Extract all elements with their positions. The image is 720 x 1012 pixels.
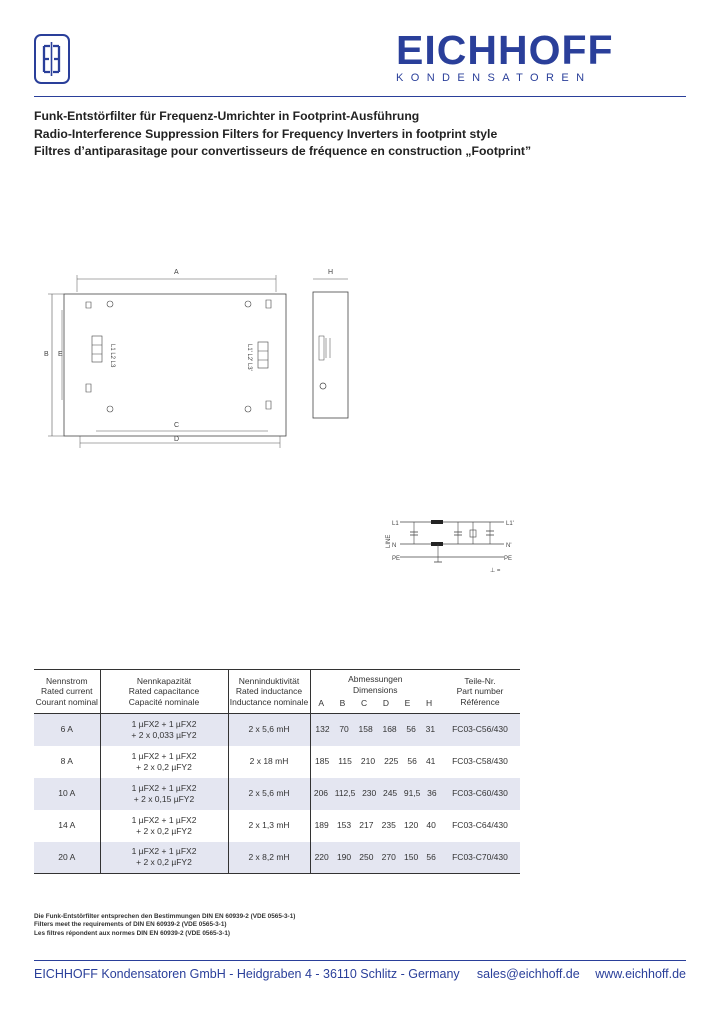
- dim-label-e: E: [58, 351, 63, 358]
- circuit-schematic: [378, 512, 538, 578]
- brand-block: [396, 27, 688, 84]
- footer-web-link[interactable]: www.eichhoff.de: [595, 967, 686, 981]
- note-french: Les filtres répondent aux normes DIN EN 60939-2 (VDE 0565-3-1): [34, 929, 231, 937]
- cell-dimensions: 132 70 158 168 56 31: [310, 714, 440, 746]
- dim-label-c: C: [174, 422, 180, 429]
- compliance-notes: [34, 913, 295, 938]
- cell-dimensions: 185 115 210 225 56 41: [315, 756, 436, 766]
- cell-capacitance: 1 µFX2 + 1 µFX2 + 2 x 0,2 µFY2: [100, 746, 228, 778]
- footer-rule: [34, 960, 686, 961]
- cell-inductance: 2 x 5,6 mH: [228, 714, 310, 746]
- cell-capacitance: 1 µFX2 + 1 µFX2 + 2 x 0,033 µFY2: [100, 714, 228, 746]
- footer-company-address: EICHHOFF Kondensatoren GmbH - Heidgraben 4 - 36110 Schlitz - Germany: [34, 967, 460, 981]
- line-label: LINE: [386, 534, 392, 548]
- line-terminal-labels: L1 L2 L3: [109, 344, 115, 368]
- cell-inductance: 2 x 5,6 mH: [228, 778, 310, 810]
- cell-inductance: 2 x 1,3 mH: [228, 810, 310, 842]
- title-english: Radio-Interference Suppression Filters for Frequency Inverters in footprint style: [34, 126, 498, 141]
- brand-name: EICHHOFF: [396, 27, 614, 73]
- cell-part-number: FC03-C58/430: [452, 756, 508, 766]
- l1-out-label: L1': [506, 521, 514, 527]
- cell-part-number: FC03-C70/430: [440, 842, 520, 874]
- cell-capacitance: 1 µFX2 + 1 µFX2 + 2 x 0,15 µFY2: [100, 778, 228, 810]
- pe-in-label: PE: [392, 556, 401, 562]
- table-row: [34, 842, 520, 874]
- note-english: Filters meet the requirements of DIN EN 60939-2 (VDE 0565-3-1): [34, 921, 227, 929]
- table-row: [34, 778, 520, 810]
- dim-label-b: B: [44, 351, 49, 358]
- brand-tagline: KONDENSATOREN: [396, 72, 592, 84]
- table-row: [34, 810, 520, 842]
- cell-current: 6 A: [34, 714, 100, 746]
- pe-out-label: PE: [504, 556, 513, 562]
- ground-symbol: ⊥ =: [490, 568, 501, 574]
- table-header-row: [34, 670, 520, 714]
- dim-label-h: H: [328, 269, 334, 276]
- header-rule: [34, 96, 686, 97]
- n-in-label: N: [392, 543, 397, 549]
- logo-emblem: [34, 34, 70, 84]
- cell-current: 20 A: [34, 842, 100, 874]
- dim-label-a: A: [174, 269, 179, 276]
- cell-part-number: FC03-C60/430: [440, 778, 520, 810]
- n-out-label: N': [506, 543, 512, 549]
- cell-current: 10 A: [34, 778, 100, 810]
- cell-capacitance: 1 µFX2 + 1 µFX2 + 2 x 0,2 µFY2: [100, 842, 228, 874]
- table-row: [34, 714, 520, 746]
- load-terminal-labels: L1' L2' L3': [246, 344, 252, 371]
- cell-dimensions: 189 153 217 235 120 40: [314, 820, 436, 830]
- cell-part-number: FC03-C56/430: [440, 714, 520, 746]
- header-capacitance: Nennkapazität Rated capacitance Capacité nominale: [100, 670, 228, 714]
- l1-in-label: L1: [392, 521, 399, 527]
- cell-inductance: 2 x 18 mH: [228, 746, 310, 778]
- header-current: Nennstrom Rated current Courant nominal: [34, 670, 100, 714]
- title-french: Filtres d’antiparasitage pour convertisseurs de fréquence en construction „Footprint”: [34, 144, 532, 158]
- table-row: [34, 746, 520, 778]
- cell-dimensions: 206 112,5 230 245 91,5 36: [310, 778, 440, 810]
- dim-label-d: D: [174, 436, 180, 443]
- cell-current: 14 A: [34, 810, 100, 842]
- cell-part-number: FC03-C64/430: [452, 820, 508, 830]
- dimension-drawing: [40, 262, 360, 452]
- cell-capacitance: 1 µFX2 + 1 µFX2 + 2 x 0,2 µFY2: [100, 810, 228, 842]
- footer-email-link[interactable]: sales@eichhoff.de: [476, 967, 580, 981]
- spec-table: [34, 669, 520, 874]
- header-dimensions: Abmessungen Dimensions A B C D E H: [310, 670, 440, 714]
- title-block: [34, 108, 694, 161]
- note-german: Die Funk-Entstörfilter entsprechen den Bestimmungen DIN EN 60939-2 (VDE 0565-3-1): [34, 913, 296, 920]
- footer: [34, 967, 686, 981]
- cell-dimensions: 220 190 250 270 150 56: [310, 842, 440, 874]
- cell-inductance: 2 x 8,2 mH: [228, 842, 310, 874]
- title-german: Funk-Entstörfilter für Frequenz-Umrichter in Footprint-Ausführung: [34, 109, 420, 123]
- logo-mark-icon: [36, 36, 67, 81]
- header-inductance: Nenninduktivität Rated inductance Inductance nominale: [228, 670, 310, 714]
- cell-current: 8 A: [34, 746, 100, 778]
- header-part-number: Teile-Nr. Part number Référence: [440, 670, 520, 714]
